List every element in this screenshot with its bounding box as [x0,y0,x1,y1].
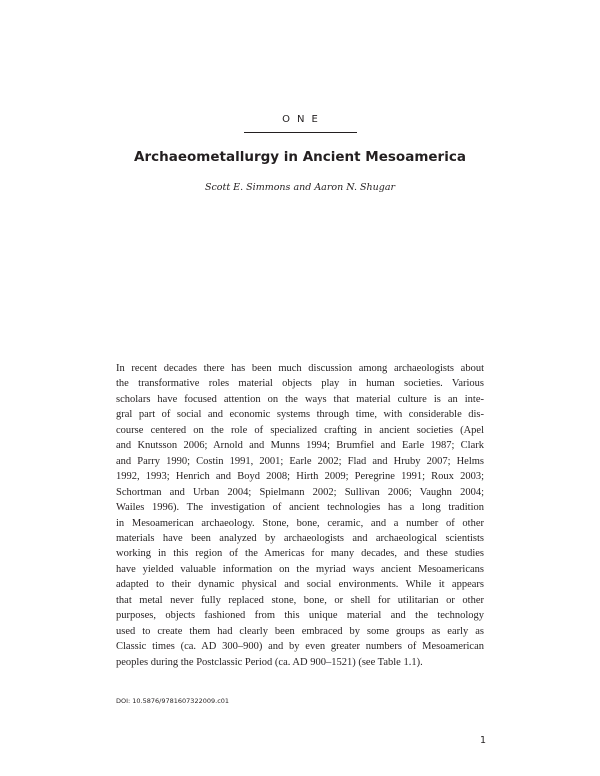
body-line: 1992, 1993; Henrich and Boyd 2008; Hirth 2009; Peregrine 1991; Roux 2003; [116,471,484,483]
chapter-label: ONE [282,114,325,125]
body-line: in Mesoamerican archaeology. Stone, bone, ceramic, and a number of other [116,517,484,529]
body-line: adapted to their dynamic physical and social environments. While it appears [116,579,484,591]
chapter-title: Archaeometallurgy in Ancient Mesoamerica [134,149,466,165]
body-line: working in this region of the Americas for many decades, and these studies [116,548,484,560]
body-line: gral part of social and economic systems through time, with considerable dis- [116,409,484,421]
body-line: Schortman and Urban 2004; Spielmann 2002; Sullivan 2006; Vaughn 2004; [116,486,484,498]
body-line: purposes, objects fashioned from this unique material and the technology [116,610,484,622]
body-line: materials have been analyzed by archaeologists and archaeological scientists [116,532,484,544]
body-line: have yielded valuable information on the myriad ways ancient Mesoamericans [116,563,484,575]
body-line: that metal never fully replaced stone, bone, or shell for utilitarian or other [116,594,484,606]
chapter-rule [244,132,357,133]
body-line: Wailes 1996). The investigation of ancient technologies has a long tradition [116,502,484,514]
body-line: and Knutsson 2006; Arnold and Munns 1994; Brumfiel and Earle 1987; Clark [116,440,484,452]
body-paragraph [116,361,484,670]
body-line: and Parry 1990; Costin 1991, 2001; Earle 2002; Flad and Hruby 2007; Helms [116,455,484,467]
doi-text: DOI: 10.5876/9781607322009.c01 [116,697,230,705]
body-line: Classic times (ca. AD 300–900) and by even greater numbers of Mesoamerican [116,641,484,653]
body-line: the transformative roles material objects play in human societies. Various [116,378,484,390]
body-line: peoples during the Postclassic Period (ca. AD 900–1521) (see Table 1.1). [116,656,423,668]
body-line: In recent decades there has been much discussion among archaeologists about [116,363,484,374]
body-line: used to create them had clearly been embraced by some groups as early as [116,625,484,637]
chapter-authors: Scott E. Simmons and Aaron N. Shugar [204,182,396,193]
body-line: course centered on the role of specialized crafting in ancient societies (Apel [116,424,484,436]
body-line: scholars have focused attention on the ways that material culture is an inte- [116,393,484,405]
page-number: 1 [479,735,486,746]
